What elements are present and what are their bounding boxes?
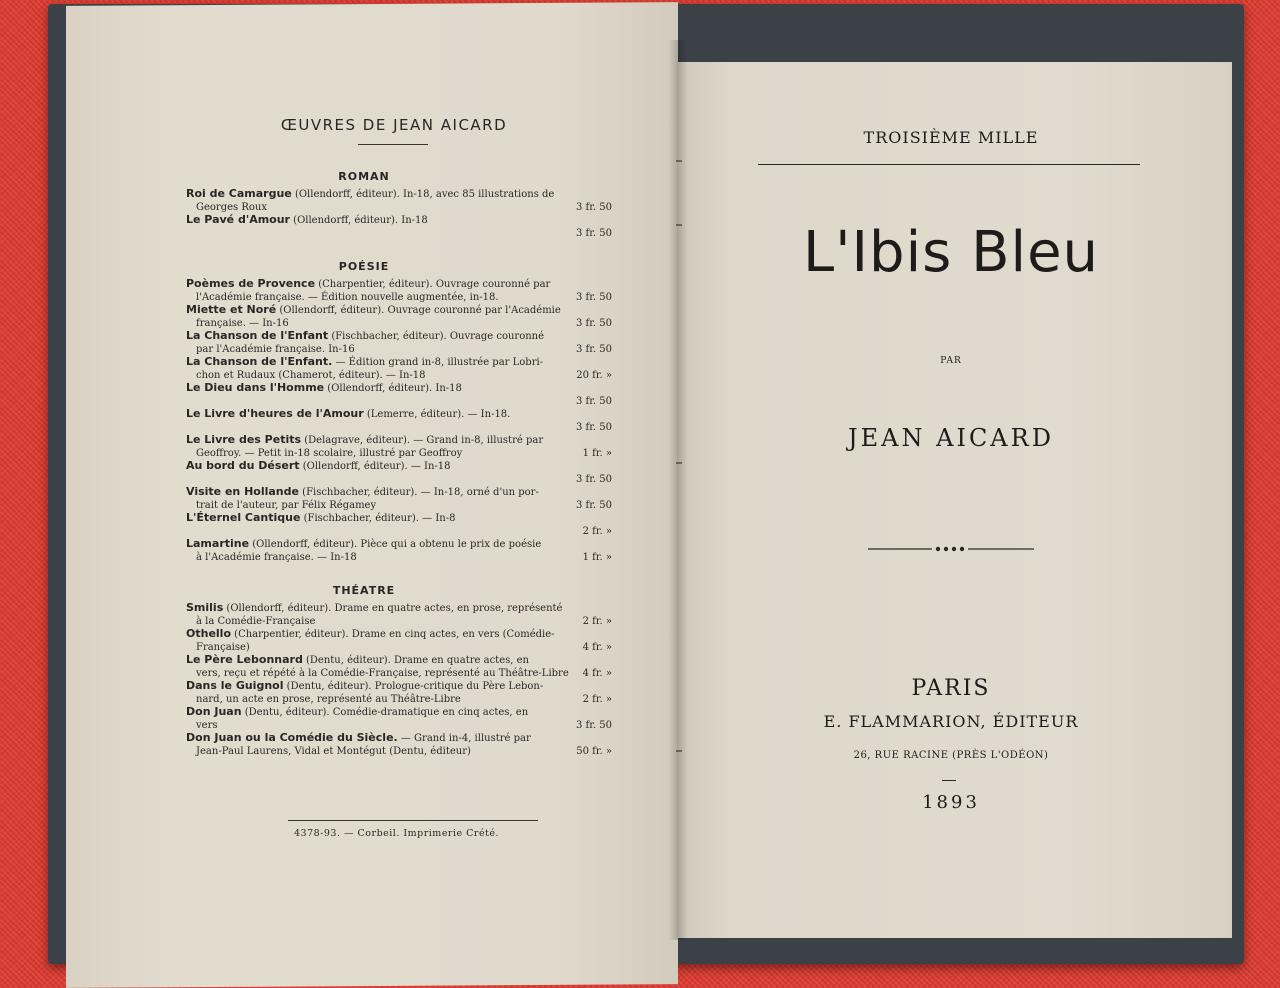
work-price: 3 fr. 50 [575, 499, 612, 511]
work-entry [186, 538, 612, 564]
colophon-rule [288, 820, 538, 821]
work-title: Le Pavé d'Amour [186, 213, 290, 226]
work-title: Othello [186, 627, 231, 640]
work-details-continued: Geoffroy. — Petit in-18 scolaire, illustré par Geoffroy [196, 447, 463, 459]
work-title: L'Éternel Cantique [186, 511, 301, 524]
work-price: 3 fr. 50 [575, 317, 612, 329]
work-details: (Dentu, éditeur). Prologue-critique du Père Lebon- [283, 681, 544, 692]
work-price: 3 fr. 50 [575, 343, 612, 355]
work-price: 3 fr. 50 [575, 395, 612, 407]
work-details: (Dentu, éditeur). Drame en quatre actes, en [302, 655, 529, 666]
publication-year: 1893 [922, 792, 980, 813]
work-details: — Édition grand in-8, illustrée par Lobri- [332, 357, 544, 368]
work-price: 3 fr. 50 [575, 227, 612, 239]
work-price: 3 fr. 50 [575, 291, 612, 303]
work-details: (Ollendorff, éditeur). Drame en quatre actes, en prose, représenté [223, 603, 563, 614]
work-details-continued: française. — In-16 [196, 317, 289, 329]
section-heading: POÉSIE [338, 260, 390, 273]
work-entry [186, 732, 612, 758]
work-details-continued: par l'Académie française. In-16 [196, 343, 355, 355]
work-price: 4 fr. » [582, 641, 612, 653]
work-details: — Grand in-4, illustré par [397, 733, 531, 744]
work-details-continued: Française) [196, 641, 250, 653]
ornament-divider-icon [868, 542, 1034, 556]
publication-city: PARIS [911, 676, 991, 701]
work-details-continued: à l'Académie française. — In-18 [196, 551, 357, 563]
work-price: 3 fr. 50 [575, 201, 612, 213]
author-name: JEAN AICARD [848, 424, 1054, 452]
work-title: Poèmes de Provence [186, 277, 316, 290]
work-details-continued: trait de l'auteur, par Félix Régamey [196, 499, 377, 511]
work-title: Don Juan ou la Comédie du Siècle. [186, 731, 398, 744]
heading-rule [358, 144, 428, 145]
work-price: 3 fr. 50 [575, 473, 612, 485]
work-details-continued: Jean-Paul Laurens, Vidal et Montégut (Dentu, éditeur) [196, 745, 471, 757]
work-price: 3 fr. 50 [575, 421, 612, 433]
work-entry [186, 408, 612, 434]
work-title: Le Livre d'heures de l'Amour [186, 407, 364, 420]
work-entry [186, 654, 612, 680]
work-title: Au bord du Désert [186, 459, 300, 472]
work-details: (Ollendorff, éditeur). In-18 [289, 215, 428, 226]
publisher-name: E. FLAMMARION, ÉDITEUR [823, 712, 1079, 731]
work-details: (Fischbacher, éditeur). Ouvrage couronné [328, 331, 545, 342]
work-details-continued: chon et Rudaux (Chamerot, éditeur). — In-18 [196, 369, 426, 381]
work-entry [186, 486, 612, 512]
section-heading: THÉATRE [332, 584, 396, 597]
work-title: Smilis [186, 601, 224, 614]
work-title: Roi de Camargue [186, 187, 292, 200]
by-line: PAR [940, 356, 962, 366]
section-heading: ROMAN [338, 170, 390, 183]
work-title: La Chanson de l'Enfant [186, 329, 329, 342]
work-price: 1 fr. » [582, 551, 612, 563]
binding-stitch [676, 160, 682, 162]
work-details: (Dentu, éditeur). Comédie-dramatique en cinq actes, en [241, 707, 529, 718]
work-title: Lamartine [186, 537, 250, 550]
work-price: 20 fr. » [576, 369, 612, 381]
work-entry [186, 330, 612, 356]
work-title: Dans le Guignol [186, 679, 284, 692]
work-details: (Fischbacher, éditeur). — In-18, orné d'un por- [298, 487, 539, 498]
work-entry [186, 214, 612, 240]
year-dash [942, 780, 956, 781]
work-title: Don Juan [186, 705, 242, 718]
work-details-continued: à la Comédie-Française [196, 615, 316, 627]
work-title: Le Père Lebonnard [186, 653, 303, 666]
work-entry [186, 356, 612, 382]
work-entry [186, 512, 612, 538]
work-price: 2 fr. » [582, 525, 612, 537]
work-details: (Delagrave, éditeur). — Grand in-8, illustré par [301, 435, 544, 446]
work-details-continued: vers [196, 719, 218, 731]
publisher-address: 26, RUE RACINE (PRÈS L'ODÉON) [853, 750, 1049, 761]
work-title: Miette et Noré [186, 303, 277, 316]
work-details-continued: l'Académie française. — Édition nouvelle augmentée, in-18. [196, 291, 499, 303]
work-price: 3 fr. 50 [575, 719, 612, 731]
work-entry [186, 460, 612, 486]
work-entry [186, 382, 612, 408]
work-price: 4 fr. » [582, 667, 612, 679]
printing-note: TROISIÈME MILLE [863, 128, 1039, 147]
work-details: (Lemerre, éditeur). — In-18. [363, 409, 511, 420]
work-price: 2 fr. » [582, 615, 612, 627]
work-entry [186, 434, 612, 460]
work-title: La Chanson de l'Enfant. [186, 355, 333, 368]
work-entry [186, 304, 612, 330]
works-heading: ŒUVRES DE JEAN AICARD [280, 116, 508, 134]
printer-colophon: 4378-93. — Corbeil. Imprimerie Crété. [294, 828, 500, 839]
work-details: (Ollendorff, éditeur). Pièce qui a obtenu le prix de poésie [249, 539, 542, 550]
work-details: (Ollendorff, éditeur). — In-18 [299, 461, 451, 472]
work-title: Le Livre des Petits [186, 433, 302, 446]
work-price: 50 fr. » [576, 745, 612, 757]
work-entry [186, 628, 612, 654]
work-entry [186, 602, 612, 628]
binding-stitch [676, 462, 682, 464]
work-details: (Ollendorff, éditeur). In-18, avec 85 illustrations de [291, 189, 555, 200]
work-details-continued: vers, reçu et répété à la Comédie-Française, représenté au Théâtre-Libre [196, 667, 569, 679]
work-title: Visite en Hollande [186, 485, 299, 498]
work-details-continued: Georges Roux [196, 201, 267, 213]
work-details: (Ollendorff, éditeur). Ouvrage couronné par l'Académie [276, 305, 561, 316]
work-details: (Charpentier, éditeur). Drame en cinq actes, en vers (Comédie- [231, 629, 555, 640]
work-details: (Fischbacher, éditeur). — In-8 [300, 513, 456, 524]
work-details: (Charpentier, éditeur). Ouvrage couronné par [315, 279, 551, 290]
work-details-continued: nard, un acte en prose, représenté au Théâtre-Libre [196, 693, 461, 705]
work-title: Le Dieu dans l'Homme [186, 381, 325, 394]
work-details: (Ollendorff, éditeur). In-18 [324, 383, 462, 394]
work-entry [186, 706, 612, 732]
work-price: 1 fr. » [582, 447, 612, 459]
work-entry [186, 680, 612, 706]
title-rule [758, 164, 1140, 165]
book-title: L'Ibis Bleu [802, 220, 1100, 285]
work-entry [186, 188, 612, 214]
work-entry [186, 278, 612, 304]
work-price: 2 fr. » [582, 693, 612, 705]
